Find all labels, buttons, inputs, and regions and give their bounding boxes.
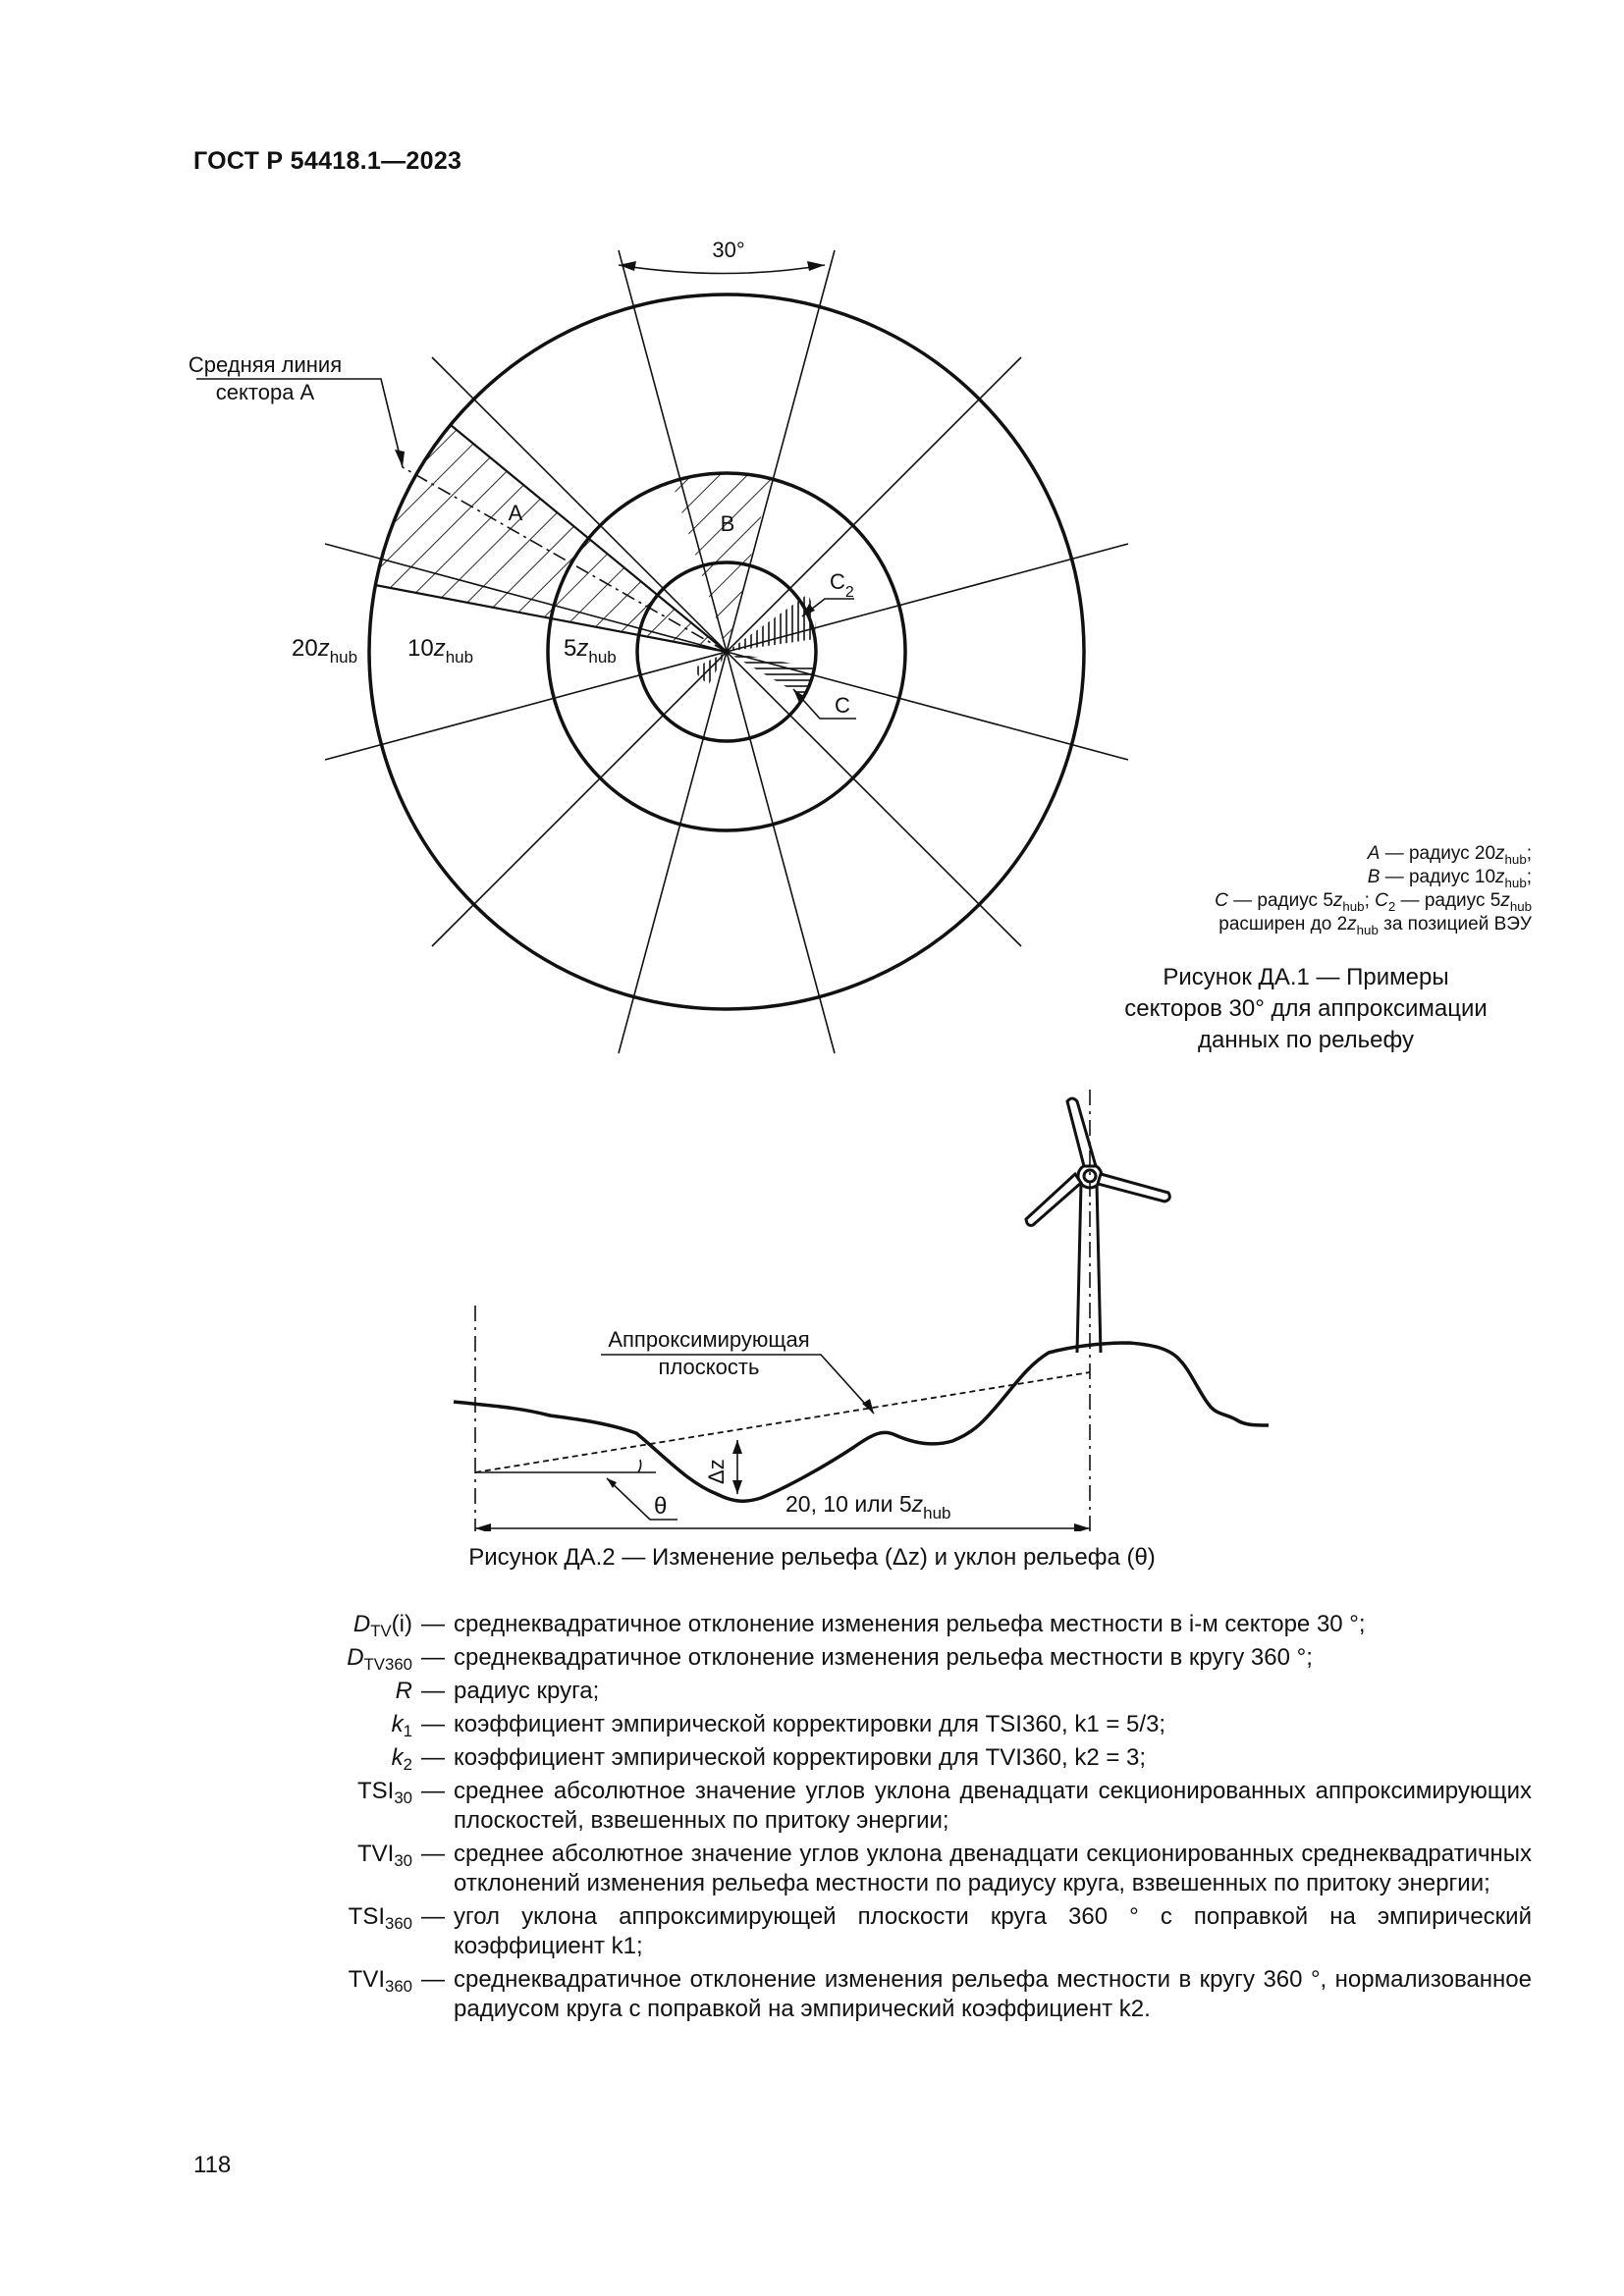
symbol-definitions — [295, 1610, 1532, 2028]
definition-item — [295, 1902, 1532, 1961]
approximating-plane — [475, 1372, 1090, 1472]
legend-c2-ext: расширен до $2z_{hub}$ за позицией ВЭУ — [1218, 914, 1532, 937]
definition-text: среднеквадратичное отклонение изменения рельефа местности в кругу 360 °; — [454, 1644, 1313, 1671]
angle-label: 30° — [712, 238, 745, 262]
definition-text: радиус круга; — [454, 1678, 600, 1704]
legend-b: B — радиус $10z_{hub}$; — [1367, 867, 1532, 890]
definition-item — [295, 1710, 1532, 1739]
definition-symbol: $TSI_{30}$ — [356, 1778, 412, 1807]
definition-symbol: $D_{TV}(i)$ — [352, 1611, 412, 1640]
definition-text: коэффициент эмпирической корректировки для TSI360, k1 = 5/3; — [454, 1711, 1166, 1737]
figure1-caption-line1: Рисунок ДА.1 — Примеры — [1163, 964, 1449, 990]
document-header: ГОСТ Р 54418.1—2023 — [193, 147, 462, 175]
definition-item — [295, 1840, 1532, 1898]
definition-text: угол уклона аппроксимирующей плоскости круга 360 ° с поправкой на эмпирический коэффициент k1; — [454, 1903, 1532, 1959]
definition-dash: — — [421, 1841, 445, 1867]
figure1-caption-line3: данных по рельефу — [1197, 1027, 1415, 1053]
definition-dash: — — [421, 1611, 445, 1637]
definition-text: среднее абсолютное значение углов уклона двенадцати секционированных среднеквадратичных отклонений изменения рельефа местности по радиусу круга, взвешенных по притоку энергии; — [454, 1841, 1532, 1896]
plane-label-line2: плоскость — [658, 1355, 760, 1379]
definition-text: среднее абсолютное значение углов уклона двенадцати секционированных аппроксимирующих плоскостей, взвешенных по притоку энергии; — [454, 1778, 1532, 1834]
definition-dash: — — [421, 1966, 445, 1993]
definition-text: среднеквадратичное отклонение изменения рельефа местности в кругу 360 °, нормализованное радиусом круга с поправкой на эмпирический коэффициент k2. — [454, 1966, 1532, 2022]
definition-symbol: R — [395, 1678, 412, 1704]
definition-item — [295, 1677, 1532, 1706]
definition-dash: — — [421, 1903, 445, 1930]
theta-arc — [638, 1460, 641, 1472]
figure2-caption: Рисунок ДА.2 — Изменение рельефа (Δz) и уклон рельефа (θ) — [468, 1544, 1156, 1571]
svg-text:C: C — [835, 693, 850, 718]
theta-label: θ — [654, 1493, 668, 1520]
distance-label: 20, 10 или $5z_{hub}$ — [785, 1491, 951, 1522]
definition-text: коэффициент эмпирической корректировки для TVI360, k2 = 3; — [454, 1744, 1147, 1771]
page-number: 118 — [193, 2152, 232, 2178]
terrain-profile — [454, 1343, 1269, 1501]
definition-item — [295, 1965, 1532, 2024]
delta-z-label: Δz — [704, 1459, 729, 1484]
legend-a: A — радиус $20z_{hub}$; — [1367, 843, 1532, 867]
definition-symbol: $D_{TV360}$ — [347, 1644, 412, 1674]
definition-symbol: $TSI_{360}$ — [348, 1903, 412, 1933]
definition-dash: — — [421, 1644, 445, 1671]
definition-symbol: $TVI_{360}$ — [348, 1966, 412, 1996]
svg-text:C2: $C_2$ — [830, 569, 854, 601]
definition-dash: — — [421, 1778, 445, 1804]
definition-dash: — — [421, 1678, 445, 1704]
definition-symbol: $TVI_{30}$ — [356, 1841, 412, 1870]
definition-item — [295, 1743, 1532, 1773]
midline-label-line1: Средняя линия — [188, 352, 343, 377]
definition-symbol: $k_2$ — [391, 1744, 412, 1774]
wind-turbine — [1026, 1098, 1169, 1353]
sector-a-label: A — [508, 501, 523, 525]
figure1-caption-line2: секторов 30° для аппроксимации — [1124, 995, 1488, 1022]
definition-dash: — — [421, 1711, 445, 1737]
ring-label-20zhub: $20z_{hub}$ — [292, 635, 358, 667]
definition-symbol: $k_1$ — [391, 1711, 412, 1740]
definition-item — [295, 1643, 1532, 1673]
definition-item — [295, 1777, 1532, 1836]
plane-label-line1: Аппроксимирующая — [608, 1327, 810, 1352]
definition-dash: — — [421, 1744, 445, 1771]
legend-c: C — радиус $5z_{hub}$; $C_2$ — радиус $5z_{hub}$ — [1215, 890, 1532, 914]
midline-label-line2: сектора A — [215, 380, 315, 404]
ring-label-10zhub: $10z_{hub}$ — [407, 635, 474, 667]
definition-text: среднеквадратичное отклонение изменения рельефа местности в i-м секторе 30 °; — [454, 1611, 1366, 1637]
definition-item — [295, 1610, 1532, 1639]
sector-b-label: B — [720, 511, 735, 536]
ring-label-5zhub: $5z_{hub}$ — [564, 635, 617, 667]
